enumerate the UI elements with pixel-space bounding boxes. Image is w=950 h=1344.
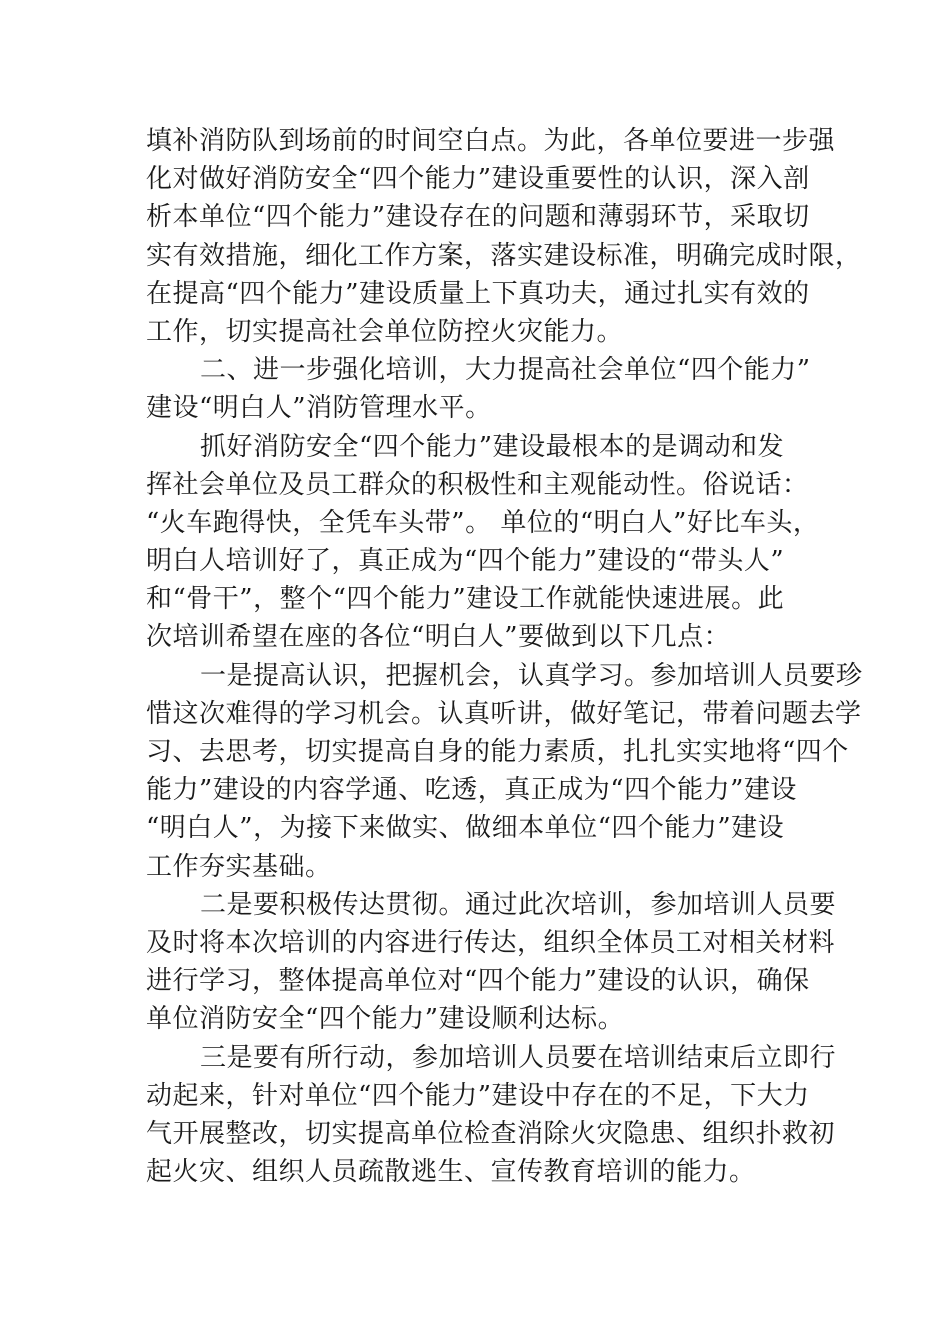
text-line: 及时将本次培训的内容进行传达，组织全体员工对相关材料: [146, 927, 836, 958]
text-line: 实有效措施，细化工作方案，落实建设标准，明确完成时限，: [146, 240, 862, 271]
text-line: 工作，切实提高社会单位防控火灾能力。: [146, 316, 624, 347]
text-line: “明白人”，为接下来做实、做细本单位“四个能力”建设: [146, 813, 785, 844]
text-line: 抓好消防安全“四个能力”建设最根本的是调动和发: [200, 431, 785, 462]
text-line: 在提高“四个能力”建设质量上下真功夫，通过扎实有效的: [146, 278, 810, 309]
text-line: 工作夯实基础。: [146, 851, 332, 882]
text-line: 气开展整改，切实提高单位检查消除火灾隐患、组织扑救初: [146, 1118, 836, 1149]
text-line: 动起来，针对单位“四个能力”建设中存在的不足，下大力: [146, 1080, 810, 1111]
text-line: 习、去思考，切实提高自身的能力素质，扎扎实实地将“四个: [146, 737, 849, 767]
text-line: 次培训希望在座的各位“明白人”要做到以下几点：: [146, 622, 731, 653]
text-line: 一是提高认识，把握机会，认真学习。参加培训人员要珍: [200, 660, 863, 691]
text-line: 能力”建设的内容学通、吃透，真正成为“四个能力”建设: [146, 775, 797, 806]
text-line: 化对做好消防安全“四个能力”建设重要性的认识，深入剖: [146, 164, 810, 195]
text-line: 起火灾、组织人员疏散逃生、宣传教育培训的能力。: [146, 1157, 756, 1188]
text-line: 填补消防队到场前的时间空白点。为此，各单位要进一步强: [146, 126, 836, 156]
text-line: 明白人培训好了，真正成为“四个能力”建设的“带头人”: [146, 546, 785, 577]
document-body: [146, 122, 863, 1191]
text-line: 惜这次难得的学习机会。认真听讲，做好笔记，带着问题去学: [146, 698, 862, 729]
text-line: 二、进一步强化培训，大力提高社会单位“四个能力”: [200, 355, 811, 386]
text-line: 二是要积极传达贯彻。通过此次培训，参加培训人员要: [200, 889, 837, 920]
text-line: “火车跑得快，全凭车头带”。 单位的“明白人”好比车头，: [146, 507, 820, 538]
text-line: 单位消防安全“四个能力”建设顺利达标。: [146, 1004, 625, 1035]
text-line: 进行学习，整体提高单位对“四个能力”建设的认识，确保: [146, 966, 810, 997]
text-line: 建设“明白人”消防管理水平。: [146, 393, 492, 424]
text-line: 和“骨干”，整个“四个能力”建设工作就能快速进展。此: [146, 584, 785, 615]
text-line: 析本单位“四个能力”建设存在的问题和薄弱环节，采取切: [146, 202, 810, 233]
text-line: 三是要有所行动，参加培训人员要在培训结束后立即行: [200, 1042, 837, 1073]
text-line: 挥社会单位及员工群众的积极性和主观能动性。俗说话：: [146, 469, 809, 500]
